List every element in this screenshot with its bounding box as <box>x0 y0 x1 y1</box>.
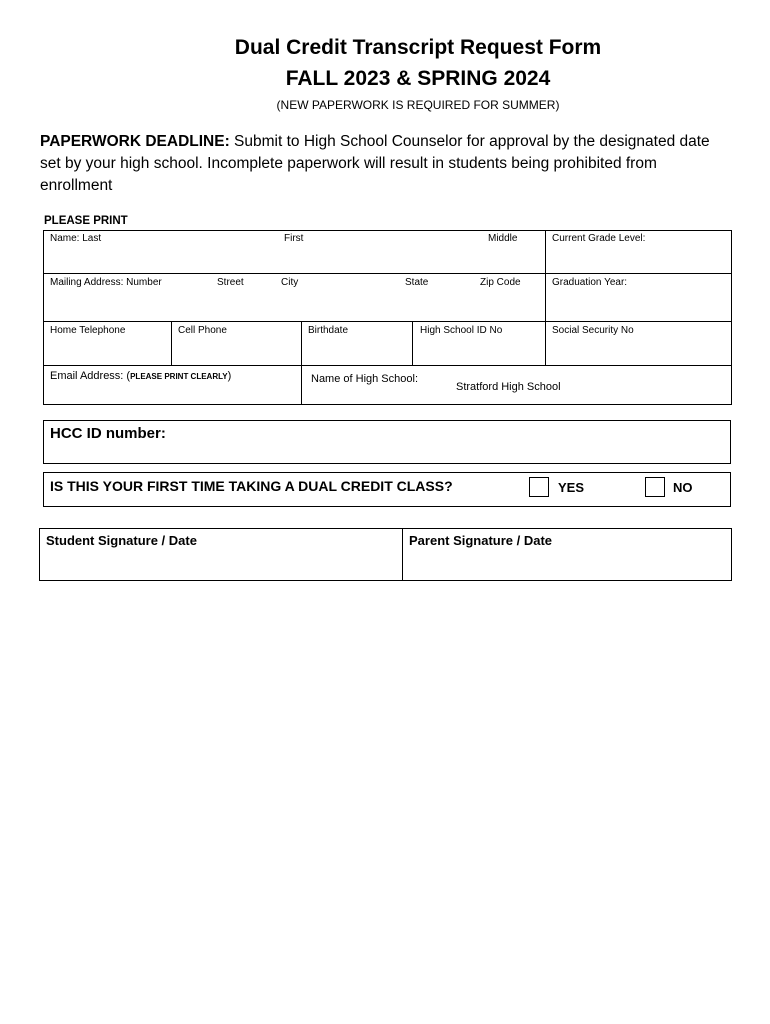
grade-level-label: Current Grade Level: <box>552 233 646 244</box>
birthdate-field[interactable] <box>302 322 413 366</box>
signature-table <box>39 528 732 581</box>
email-field[interactable] <box>44 366 302 405</box>
yes-label: YES <box>558 480 585 495</box>
name-middle-label: Middle <box>488 233 518 244</box>
ssn-label: Social Security No <box>552 325 634 336</box>
ssn-field[interactable] <box>546 322 732 366</box>
grade-level-field[interactable] <box>546 231 732 274</box>
student-signature-field[interactable] <box>40 529 403 581</box>
summer-note: (NEW PAPERWORK IS REQUIRED FOR SUMMER) <box>276 98 560 112</box>
hcc-id-label: HCC ID number: <box>50 425 166 442</box>
cell-phone-field[interactable] <box>172 322 302 366</box>
high-school-value: Stratford High School <box>456 381 561 393</box>
home-phone-field[interactable] <box>44 322 172 366</box>
no-checkbox[interactable] <box>645 477 665 497</box>
email-note: PLEASE PRINT CLEARLY <box>130 372 228 381</box>
mailing-address-field[interactable] <box>44 274 546 322</box>
parent-signature-label: Parent Signature / Date <box>409 533 553 548</box>
graduation-year-field[interactable] <box>546 274 732 322</box>
deadline-label: PAPERWORK DEADLINE: <box>40 133 230 150</box>
no-label: NO <box>673 480 693 495</box>
hs-id-label: High School ID No <box>420 325 503 336</box>
high-school-label: Name of High School: <box>311 373 418 385</box>
student-signature-label: Student Signature / Date <box>46 533 197 548</box>
name-first-label: First <box>284 233 304 244</box>
title-block <box>0 32 770 112</box>
yes-checkbox[interactable] <box>529 477 549 497</box>
street-label: Street <box>217 277 244 288</box>
state-label: State <box>405 277 429 288</box>
deadline-text: Submit to High School Counselor for approval by the designated date set by your high school. Incomplete paperwork will result in students being prohibited from enrollment <box>40 133 710 194</box>
name-last-label: Name: Last <box>50 233 102 244</box>
parent-signature-field[interactable] <box>403 529 732 581</box>
high-school-field[interactable] <box>302 366 732 405</box>
deadline-paragraph <box>40 131 730 197</box>
graduation-year-label: Graduation Year: <box>552 277 628 288</box>
hs-id-field[interactable] <box>413 322 546 366</box>
form-term: FALL 2023 & SPRING 2024 <box>285 67 551 90</box>
hcc-id-field[interactable] <box>43 420 731 464</box>
home-phone-label: Home Telephone <box>50 325 126 336</box>
birthdate-label: Birthdate <box>308 325 349 336</box>
cell-phone-label: Cell Phone <box>178 325 227 336</box>
name-field[interactable] <box>44 231 546 274</box>
email-label: Email Address: (PLEASE PRINT CLEARLY) <box>50 370 232 382</box>
first-time-row <box>43 472 731 507</box>
student-info-table <box>43 230 732 405</box>
city-label: City <box>281 277 299 288</box>
form-title: Dual Credit Transcript Request Form <box>234 36 602 59</box>
zip-label: Zip Code <box>480 277 521 288</box>
please-print-label: PLEASE PRINT <box>44 215 128 227</box>
mailing-number-label: Mailing Address: Number <box>50 277 162 288</box>
first-time-question: IS THIS YOUR FIRST TIME TAKING A DUAL CREDIT CLASS? <box>50 478 453 494</box>
